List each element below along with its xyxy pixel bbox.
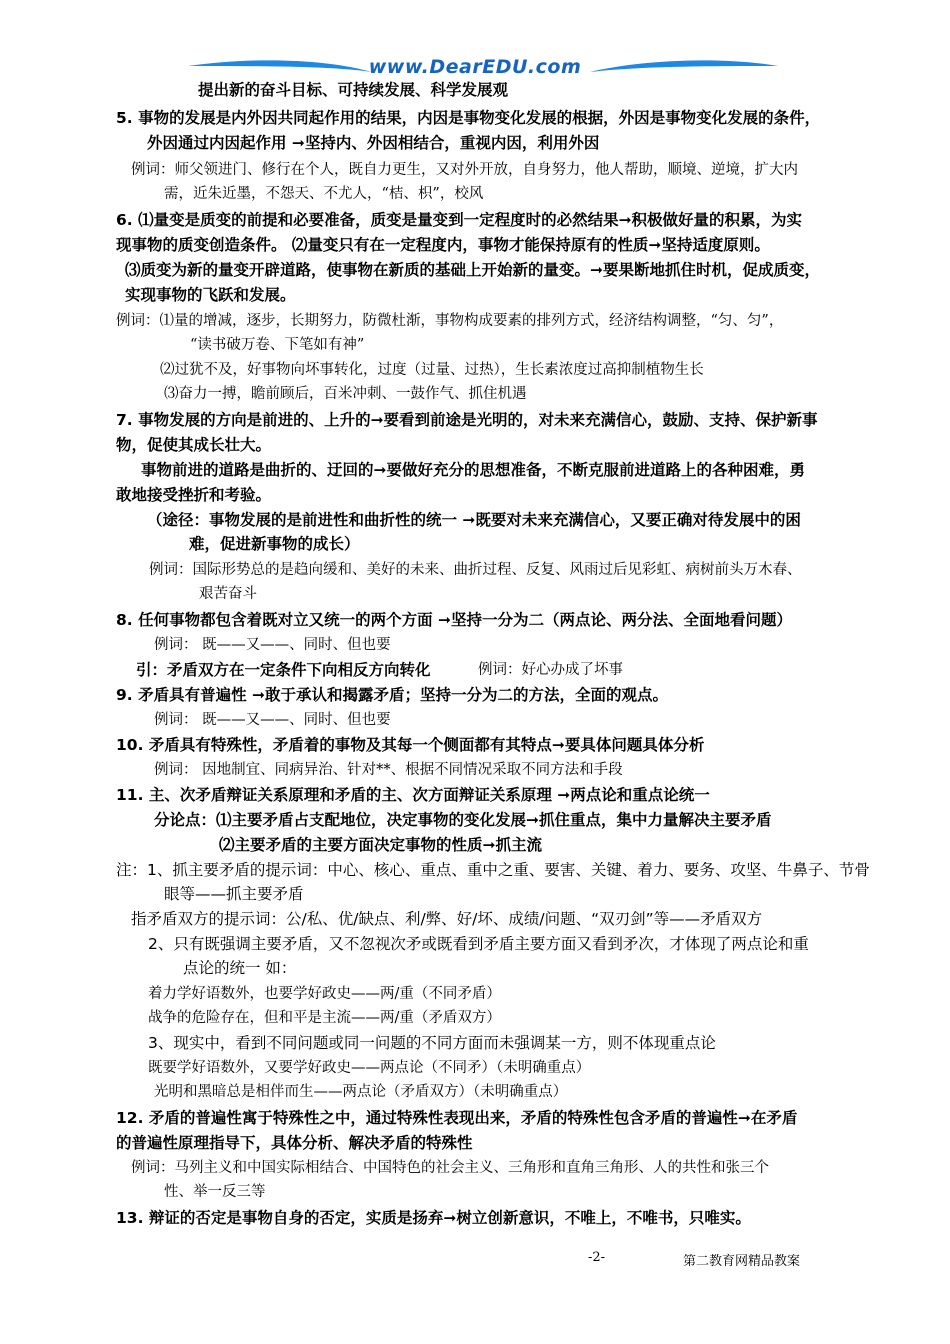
example-line: 例词：马列主义和中国实际相结合、中国特色的社会主义、三角形和直角三角形、人的共性和张三个 [131,1160,769,1176]
example-line: 既要学好语数外，又要学好政史——两点论（不同矛）（未明确重点） [148,1060,591,1076]
text-line: 敢地接受挫折和考验。 [116,486,272,504]
note-line: 点论的统一 如： [183,959,297,977]
note-line: 眼等——抓主要矛盾 [164,885,304,903]
point-12-heading: 12. 矛盾的普遍性寓于特殊性之中，通过特殊性表现出来，矛盾的特殊性包含矛盾的普遍性➞在矛盾 [116,1109,798,1127]
example-line: 例词： 既——又——、同时、但也要 [154,637,391,653]
text-line: （途径：事物发展的是前进性和曲折性的统一 ➞既要对未来充满信心，又要正确对待发展中的困 [147,511,801,529]
note-line: 2、只有既强调主要矛盾，又不忽视次矛或既看到矛盾主要方面又看到矛次，才体现了两点论和重 [148,935,809,953]
note-line: 3、现实中，看到不同问题或同一问题的不同方面而未强调某一方，则不体现重点论 [148,1034,716,1052]
text-line: 外因通过内因起作用 ➞坚持内、外因相结合，重视内因，利用外因 [147,134,600,152]
point-10-heading: 10. 矛盾具有特殊性，矛盾着的事物及其每一个侧面都有其特点➞要具体问题具体分析 [116,736,705,754]
example-line: 需，近朱近墨，不怨天、不尤人，“桔、枳”，校风 [164,186,484,202]
text-line: 难，促进新事物的成长） [189,535,360,553]
point-5-heading: 5. 事物的发展是内外因共同起作用的结果，内因是事物变化发展的根据，外因是事物变化发展的条件， [116,109,821,127]
example-line: 性、举一反三等 [164,1184,266,1200]
example-line: 例词： 既——又——、同时、但也要 [154,712,391,728]
text-line: 实现事物的飞跃和发展。 [125,286,296,304]
example-line: 艰苦奋斗 [199,586,257,602]
example-line: 例词：⑴量的增减，逐步，长期努力，防微杜渐，事物构成要素的排列方式，经济结构调整，“匀、匀”， [116,313,784,329]
text-line: 提出新的奋斗目标、可持续发展、科学发展观 [198,81,509,99]
example-line: 着力学好语数外，也要学好政史——两/重（不同矛盾） [148,986,501,1002]
note-line: 注：1、抓主要矛盾的提示词：中心、核心、重点、重中之重、要害、关键、着力、要务、攻坚、牛鼻子、节骨 [116,861,870,879]
text-line: 引：矛盾双方在一定条件下向相反方向转化 [136,661,431,679]
example-line: 例词：师父领进门、修行在个人，既自力更生，又对外开放，自身努力，他人帮助，顺境、逆境，扩大内 [131,162,798,178]
text-line: 分论点：⑴主要矛盾占支配地位，决定事物的变化发展➞抓住重点，集中力量解决主要矛盾 [154,811,772,829]
point-9-heading: 9. 矛盾具有普遍性 ➞敢于承认和揭露矛盾；坚持一分为二的方法，全面的观点。 [116,686,668,704]
note-line: 指矛盾双方的提示词：公/私、优/缺点、利/弊、好/坏、成绩/问题、“双刃剑”等——矛盾双方 [131,910,763,928]
example-line: “读书破万卷、下笔如有神” [190,337,365,353]
example-line: 战争的危险存在，但和平是主流——两/重（矛盾双方） [148,1010,501,1026]
text-line: 的普遍性原理指导下，具体分析、解决矛盾的特殊性 [116,1134,473,1152]
example-line: 例词： 因地制宜、同病异治、针对**、根据不同情况采取不同方法和手段 [154,762,623,778]
point-6-heading: 6. ⑴量变是质变的前提和必要准备，质变是量变到一定程度时的必然结果➞积极做好量的积累，为实 [116,211,803,229]
example-line: 例词：好心办成了坏事 [478,662,623,678]
point-7-heading: 7. 事物发展的方向是前进的、上升的➞要看到前途是光明的，对未来充满信心，鼓励、支持、保护新事 [116,411,818,429]
point-13-heading: 13. 辩证的否定是事物自身的否定，实质是扬弃➞树立创新意识，不唯上，不唯书，只唯实。 [116,1209,751,1227]
example-line: 光明和黑暗总是相伴而生——两点论（矛盾双方）（未明确重点） [154,1084,568,1100]
example-line: 例词：国际形势总的是趋向缓和、美好的未来、曲折过程、反复、风雨过后见彩虹、病树前头万木春、 [149,562,802,578]
text-line: ⑶质变为新的量变开辟道路，使事物在新质的基础上开始新的量变。➞要果断地抓住时机，促成质变， [125,261,820,279]
example-line: ⑵过犹不及，好事物向坏事转化，过度（过量、过热），生长素浓度过高抑制植物生长 [160,362,704,378]
site-brand-logo[interactable]: www.DearEDU.com [368,56,582,78]
example-line: ⑶奋力一搏，瞻前顾后，百米冲刺、一鼓作气、抓住机遇 [164,386,527,402]
page-number: -2- [588,1250,606,1265]
text-line: ⑵主要矛盾的主要方面决定事物的性质➞抓主流 [219,836,542,854]
point-11-heading: 11. 主、次矛盾辩证关系原理和矛盾的主、次方面辩证关系原理 ➞两点论和重点论统一 [116,786,710,804]
text-line: 物，促使其成长壮大。 [116,436,272,454]
footer-site-label: 第二教育网精品教案 [683,1254,801,1269]
point-8-heading: 8. 任何事物都包含着既对立又统一的两个方面 ➞坚持一分为二（两点论、两分法、全面地看问题） [116,611,792,629]
text-line: 现事物的质变创造条件。 ⑵量变只有在一定程度内，事物才能保持原有的性质➞坚持适度原则。 [116,236,770,254]
text-line: 事物前进的道路是曲折的、迂回的➞要做好充分的思想准备，不断克服前进道路上的各种困难，勇 [141,461,805,479]
